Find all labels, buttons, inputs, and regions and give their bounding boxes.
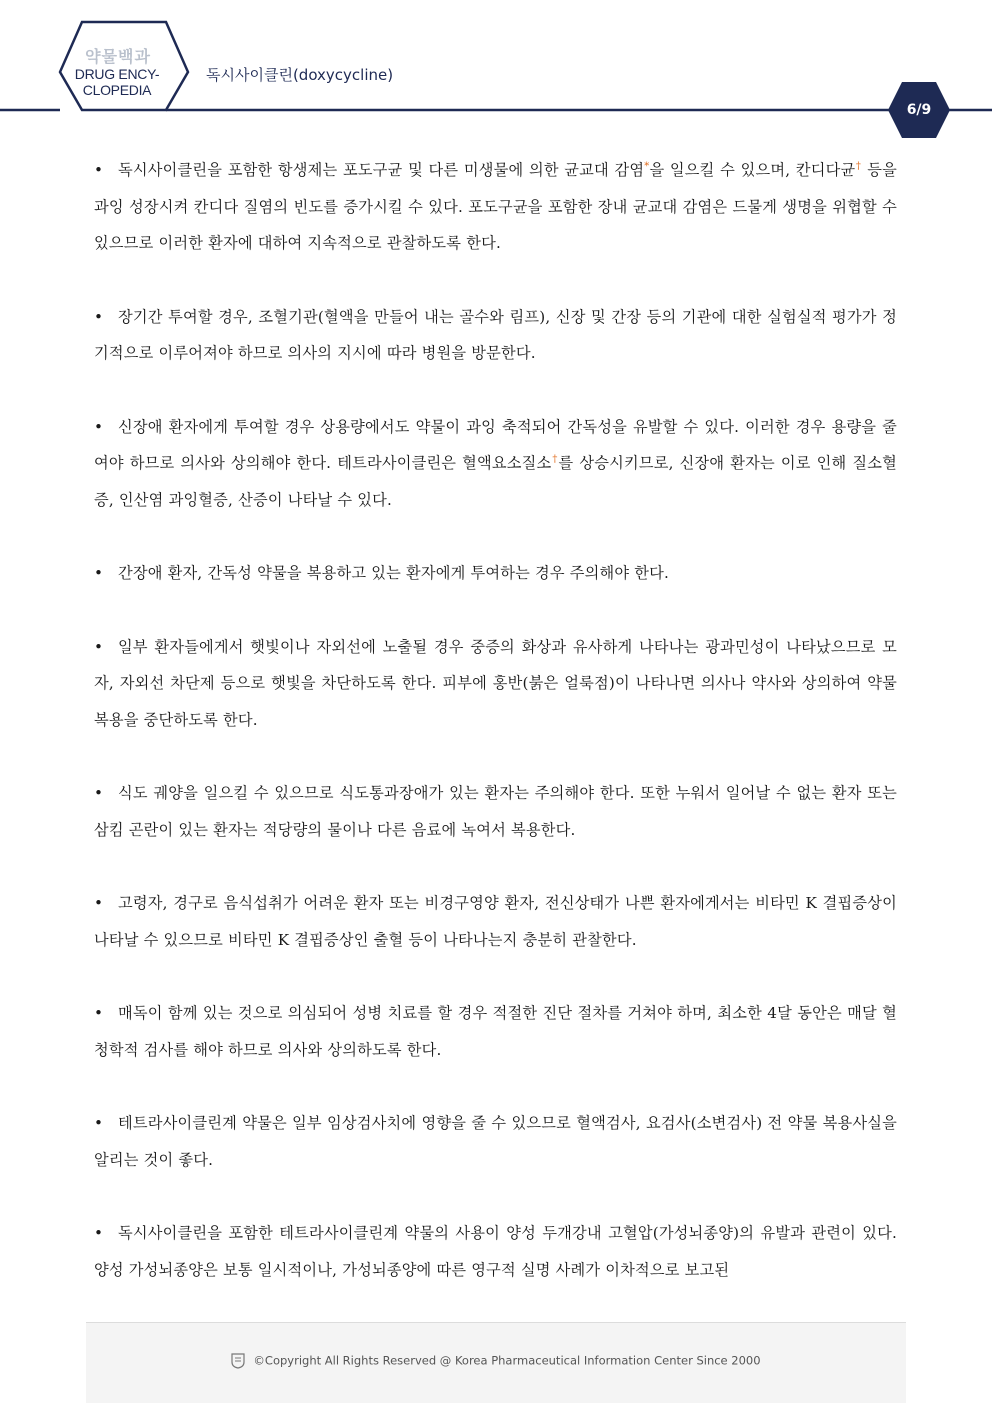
paragraph-hepatic-impairment bbox=[94, 555, 897, 592]
document-body bbox=[94, 152, 897, 1288]
paragraph-long-term-use bbox=[94, 299, 897, 372]
paragraph-intracranial-hypertension bbox=[94, 1215, 897, 1288]
bullet: • bbox=[94, 637, 104, 656]
paragraph-syphilis bbox=[94, 995, 897, 1068]
bullet: • bbox=[94, 161, 104, 179]
footnote-mark: * bbox=[644, 161, 650, 172]
logo-english bbox=[56, 66, 178, 98]
paragraph-text: 독시사이클린을 포함한 항생제는 포도구균 및 다른 미생물에 의한 균교대 감염 bbox=[118, 161, 645, 179]
paragraph-text: 식도 궤양을 일으킬 수 있으므로 식도통과장애가 있는 환자는 주의해야 한다. 또한 누워서 일어날 수 없는 환자 또는 삼킴 곤란이 있는 환자는 적당량의 물이나 다른 음료에 녹여서 복용한다. bbox=[94, 784, 897, 839]
paragraph-text: 등을 과잉 성장시켜 칸디다 질염의 빈도를 증가시킬 수 있다. 포도구균을 포함한 장내 균교대 감염은 드물게 생명을 위협할 수 있으므로 이러한 환자에 대하여 지속적으로 관찰하도록 한다. bbox=[94, 161, 898, 252]
paragraph-vitamin-k bbox=[94, 885, 897, 958]
paragraph-text: 매독이 함께 있는 것으로 의심되어 성병 치료를 할 경우 적절한 진단 절차를 거쳐야 하며, 최소한 4달 동안은 매달 혈청학적 검사를 해야 하므로 의사와 상의하도록 한다. bbox=[94, 1004, 897, 1059]
paragraph-text: 를 상승시키므로, 신장애 환자는 이로 인해 질소혈증, 인산염 과잉혈증, 산증이 나타날 수 있다. bbox=[94, 454, 897, 509]
bullet: • bbox=[94, 307, 104, 326]
bullet: • bbox=[94, 417, 104, 436]
bullet: • bbox=[94, 564, 104, 582]
logo-english-line2: CLOPEDIA bbox=[82, 82, 152, 98]
paragraph-photosensitivity bbox=[94, 629, 897, 739]
page-number: 6/9 bbox=[906, 102, 932, 118]
bullet: • bbox=[94, 784, 104, 802]
bullet: • bbox=[94, 894, 104, 912]
bullet: • bbox=[94, 1114, 104, 1132]
logo-english-line1: DRUG ENCY- bbox=[74, 66, 160, 82]
footer-content bbox=[86, 1353, 906, 1369]
bullet: • bbox=[94, 1004, 104, 1022]
paragraph-text: 간장애 환자, 간독성 약물을 복용하고 있는 환자에게 투여하는 경우 주의해야 한다. bbox=[118, 564, 670, 582]
document-title: 독시사이클린(doxycycline) bbox=[206, 66, 394, 84]
paragraph-superinfection bbox=[94, 152, 897, 262]
page-footer bbox=[86, 1322, 906, 1403]
copyright-text: ©Copyright All Rights Reserved @ Korea Pharmaceutical Information Center Since 2000 bbox=[253, 1353, 761, 1368]
paragraph-text: 고령자, 경구로 음식섭취가 어려운 환자 또는 비경구영양 환자, 전신상태가 나쁜 환자에게서는 비타민 K 결핍증상이 나타날 수 있으므로 비타민 K 결핍증상인 출혈 등이 나타나는지 충분히 관찰한다. bbox=[94, 894, 897, 949]
paragraph-text: 독시사이클린을 포함한 테트라사이클린계 약물의 사용이 양성 두개강내 고혈압(가성뇌종양)의 유발과 관련이 있다. 양성 가성뇌종양은 보통 일시적이나, 가성뇌종양에 따른 영구적 실명 사례가 이차적으로 보고된 bbox=[94, 1224, 897, 1279]
paragraph-text: 장기간 투여할 경우, 조혈기관(혈액을 만들어 내는 골수와 림프), 신장 및 간장 등의 기관에 대한 실험실적 평가가 정기적으로 이루어져야 하므로 의사의 지시에 따라 병원을 방문한다. bbox=[94, 307, 897, 362]
paragraph-text: 신장애 환자에게 투여할 경우 상용량에서도 약물이 과잉 축적되어 간독성을 유발할 수 있다. 이러한 경우 용량을 줄여야 하므로 의사와 상의해야 한다. 테트라사이클린은 혈액요소질소 bbox=[94, 417, 897, 472]
paragraph-text: 일부 환자들에게서 햇빛이나 자외선에 노출될 경우 중증의 화상과 유사하게 나타나는 광과민성이 나타났으므로 모자, 자외선 차단제 등으로 햇빛을 차단하도록 한다. 피부에 홍반(붉은 얼룩점)이 나타나면 의사나 약사와 상의하여 약물 복용을 중단하도록 한다. bbox=[94, 637, 897, 729]
paragraph-renal-impairment bbox=[94, 409, 897, 519]
logo-korean: 약물백과 bbox=[85, 47, 151, 66]
paragraph-esophageal-ulcer bbox=[94, 775, 897, 848]
footnote-mark: † bbox=[551, 454, 559, 465]
paragraph-text: 테트라사이클린계 약물은 일부 임상검사치에 영향을 줄 수 있으므로 혈액검사, 요검사(소변검사) 전 약물 복용사실을 알리는 것이 좋다. bbox=[94, 1114, 897, 1169]
paragraph-text: 을 일으킬 수 있으며, 칸디다균 bbox=[649, 161, 856, 179]
footnote-mark: † bbox=[855, 161, 862, 172]
paragraph-lab-tests bbox=[94, 1105, 897, 1178]
bullet: • bbox=[94, 1224, 104, 1242]
page-header bbox=[0, 0, 992, 140]
shield-logo-icon bbox=[231, 1353, 245, 1369]
